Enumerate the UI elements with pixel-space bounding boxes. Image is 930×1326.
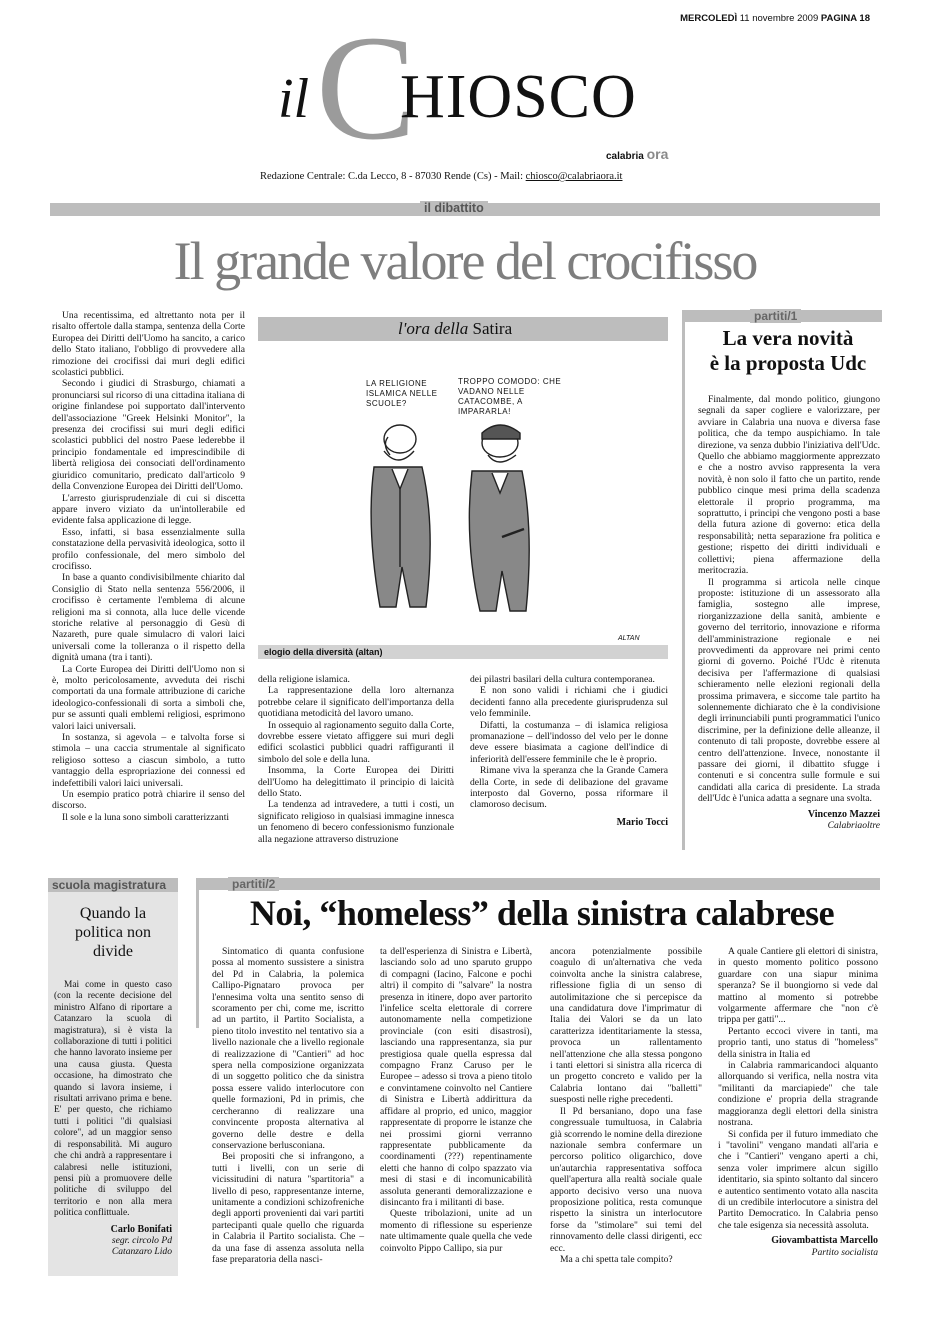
- paragraph: Bei propositi che si infrangono, a tutti i livelli, con un serie di vicissitudini di natura "spartitoria" a livello di peso, rappresentanze interne, unitamente a condizioni schizofreniche degli apporti provenienti dai vari partiti partecipanti quale quello che riguarda in Calabria il Partito socialista. Che – da una fase di assenza assoluta nella fase preparatoria della nasci-: [212, 1151, 364, 1265]
- paragraph: Pertanto eccoci vivere in tanti, ma proprio tanti, uno status di "homeless" della sinistra in Italia ed: [718, 1025, 878, 1060]
- paragraph: Mai come in questo caso (con la recente decisione del ministro Alfano di riportare a Catanzaro la scuola di magistratura), si è vista la collaborazione di tutti i politici che hanno lavorato insieme per una causa giusta. Questa occasione, ha dimostrato che quando si lavora insieme, i risultati arrivano prima e bene. E' per questo, che richiamo tutti i politici "di qualsiasi colore", ad un maggior senso di responsabilità. Mi auguro che chi andrà a rappresentare i calabresi nelle istituzioni, pensi più a promuovere delle politiche di sviluppo del territorio e non alla mera politica conflittuale.: [54, 980, 172, 1219]
- paragraph: In sostanza, si agevola – e talvolta forse si stimola – una caccia strumentale al significato religioso sotteso a ciascun simbolo, a tutto vantaggio della espropriazione dei connessi ed indefettibili valori laici universali.: [52, 732, 245, 789]
- satira-title: [398, 319, 512, 339]
- date-day: MERCOLEDÌ: [680, 13, 738, 24]
- paragraph: La rappresentazione della loro alternanza potrebbe celare il significato dell'importanza della quotidiana metodicità del lavoro umano.: [258, 685, 454, 720]
- partiti1-headline-line-2: è la proposta Udc: [709, 351, 867, 375]
- paragraph: della religione islamica.: [258, 674, 350, 685]
- page-number: PAGINA 18: [820, 13, 870, 24]
- scuola-kicker: scuola magistratura: [52, 878, 167, 892]
- bubble-right: TROPPO COMODO: CHE VADANO NELLE CATACOMBE, A IMPARARLA!: [458, 377, 562, 416]
- paragraph: Sintomatico di quanta confusione possa al momento sussistere a sinistra del Pd in Calabria, la polemica Callipo-Pignataro provoca per l'ennesima volta una sentito senso di scoramento per chi, come me, iscritto ad un partito, il Partito Socialista, a pieno titolo investito nel tentativo sia a livello nazionale che a livello regionale di realizzazione di "Cantieri" ad hoc spera nella composizione organizzata di un soggetto politico che da sinistra possa essere valido interlocutore con quelle formazioni, Pd in primis, che cercheranno di realizzare una convincente proposta alternativa al governo delle destre e della conservazione berlusconiana.: [212, 946, 364, 1151]
- paragraph: Una recentissima, ed altrettanto nota per il risalto offertole dalla stampa, sentenza della Corte Europea dei Diritti dell'Uomo ha sancito, a carico dello Stato italiano, l'obbligo di provvedere alla rimozione dei crocifissi dai muri degli edifici scolastici pubblici.: [52, 310, 245, 379]
- paragraph: Finalmente, dal mondo politico, giungono segnali da saper cogliere e valorizzare, per avviare in Calabria una nuova e diversa fase politica, che da tempo auspichiamo. In tale direzione, va senza dubbio l'iniziativa dell'Udc. Quello che abbiamo maggiormente apprezzato e che a nostro avviso rappresenta la vera novità, è non solo il fatto che un partito, rende pubblico cinque mesi prima della scadenza elettorale il proprio programma, ma soprattutto, i principi che vengono posti a base della futura azione di governo: etica della responsabilità; netta separazione fra politica e gestione; rispetto dei diritti individuali e collettivi; piena affermazione della meritocrazia.: [698, 394, 880, 577]
- region-ora: ora: [646, 146, 669, 162]
- logo-c: C: [316, 5, 417, 171]
- partiti2-col-4: [718, 946, 878, 1258]
- paragraph: Il sole e la luna sono simboli caratterizzanti: [62, 811, 230, 823]
- paragraph: A quale Cantiere gli elettori di sinistra, in questo momento politico possono guardare con una siapur minima speranza? Se il buongiorno si vede dal mattino al momento si potrebbe volgarmente affermare che "non c'è trippa per gatti"...: [718, 946, 878, 1026]
- paragraph: ancora potenzialmente possibile coagulo di un'alternativa che veda coinvolta anche la sinistra calabrese, riflessione figlia di un senso di autolimitazione che si percepisce da una candidatura dove l'imprimatur di Italia dei Valori se da un lato caratterizza identitariamente la stessa, provoca un rallentamento nell'attenzione che alla stessa pongono i tanti elettori si sinistra alla ricerca di un progetto concreto e valido per la Calabria lontano dai "balletti" suesposti nelle righe precedenti.: [550, 946, 702, 1106]
- partiti2-role: Partito socialista: [811, 1246, 878, 1258]
- paragraph: Queste tribolazioni, unite ad un momento di riflessione su esperienze nate ultimamente quale quella che vede coinvolto Pippo Callipo, sia pur: [380, 1208, 532, 1254]
- paragraph: Ma a chi spetta tale compito?: [560, 1253, 673, 1265]
- email-link[interactable]: chiosco@calabriaora.it: [525, 171, 623, 182]
- main-col-2: [258, 674, 454, 845]
- partiti2-kicker-bar: [196, 878, 880, 890]
- main-col-1: [52, 310, 245, 823]
- partiti2-col-3: [550, 946, 702, 1265]
- scuola-role-2: Catanzaro Lido: [111, 1246, 172, 1258]
- partiti1-author: Vincenzo Mazzei: [807, 808, 880, 820]
- bubble-left: LA RELIGIONE ISLAMICA NELLE SCUOLE?: [366, 379, 438, 408]
- partiti1-body: [698, 394, 880, 831]
- paragraph: Il programma si articola nelle cinque proposte: istituzione di un assessorato alla famiglia, sostegno alle imprese, riorganizzazione della sanità, ambiente e governo del territorio, innovazione e riforma dell'amministrazione regionale e nei provvedimenti da approvare nei primi cento giorni di governo. Poiché l'Udc è ritenuta decisiva per l'affermazione di qualsiasi schieramento nelle elezioni regionali della prossima primavera, e siccome tale partito ha solennemente dichiarato che è la condivisione degli irrinunciabili punti programmatici l'unico discrimine, per la definizione delle alleanze, il contenuto di tali proposte, dovrebbe essere al centro dell'attenzione. Invece, nonostante il passare dei giorni, il dibattito sfugge i contenuti e si concentra sulle formule e sui candidati alla carica di presidente. La strada dell'Udc è l'unica adatta a segnare una svolta.: [698, 576, 880, 805]
- paragraph: Il Pd bersaniano, dopo una fase congressuale tumultuosa, in Calabria già scorrendo le nomine della direzione nazionale sembra confermare un percorso politico oligarchico, dove un'autarchia rappresentativa soffoca quell'apertura alla realtà sociale quale apporto decisivo verso una nuova proposizione politica, resta comunque rispetto la sinistra un interlocutore forse da "stimolare" sui temi del rinnovamento delle classi dirigenti, ecc ecc.: [550, 1105, 702, 1254]
- paragraph: Secondo i giudici di Strasburgo, chiamati a pronunciarsi sul ricorso di una cittadina italiana di origine finlandese poi supportato dall'intervento dell'associazione "Greek Helsinki Monitor", la presenza dei crocifissi sui muri degli edifici scolastici pubblici del nostro Paese lederebbe il principio fondamentale ed imprescindibile di libertà religiosa dei consociati dell'ordinamento giuridico comunitario, predicato dall'articolo 9 della Convenzione Europea dei Diritti dell'Uomo.: [52, 378, 245, 493]
- satira-title-b: della: [434, 319, 469, 338]
- region-name: calabria: [606, 151, 644, 162]
- partiti1-role: Calabriaoltre: [827, 820, 880, 832]
- paragraph: E non sono validi i richiami che i giudici decidenti fanno alla precedente giurisprudenza sul velo femminile.: [470, 685, 668, 720]
- partiti1-kicker: partiti/1: [750, 309, 801, 323]
- address-text: Redazione Centrale: C.da Lecco, 8 - 87030 Rende (Cs) - Mail:: [260, 171, 526, 182]
- partiti2-author: Giovambattista Marcello: [771, 1235, 878, 1247]
- paragraph: In base a quanto condivisibilmente chiarito dal Consiglio di Stato nella sentenza 556/2006, il crocifisso è certamente l'emblema di alcune religioni ma si connota, alla luce delle vicende storiche relative al personaggio di Gesù di Nazareth, pure quale simulacro di valori laici universali come la tolleranza o il rispetto della dignità umana (tra i tanti).: [52, 572, 245, 664]
- section-label: il dibattito: [420, 201, 488, 215]
- cartoon-signature: ALTAN: [618, 635, 640, 642]
- scuola-body: [54, 980, 172, 1258]
- paragraph: in Calabria rammaricandoci alquanto allorquando si verifica, nella nostra vita "militanti da marciapiede" che tale condizione e' propria della stragrande maggioranza degli elettori della sinistra nostrana.: [718, 1060, 878, 1129]
- logo-rest: HIOSCO: [400, 63, 637, 131]
- satira-title-c: Satira: [472, 319, 513, 338]
- paragraph: Si confida per il futuro immediato che i "tavolini" vengano mandati all'aria e che i "Cantieri" vengano aperti a chi, senza voler imprimere alcun sigillo identitario, sia spinto soltanto dal sincero e autentico sentimento votato alla nascita di un credibile interlocutore a sinistra del Partito Democratico. In Calabria penso che tale esigenza sia necessità assoluta.: [718, 1128, 878, 1231]
- partiti2-headline: Noi, “homeless” della sinistra calabrese: [249, 893, 835, 933]
- paragraph: Esso, infatti, si basa essenzialmente sulla constatazione della pervasività ideologica, sotto il profilo confessionale, del mero simbolo del crocifisso.: [52, 526, 245, 572]
- partiti1-headline: [694, 326, 882, 376]
- main-headline: Il grande valore del crocifisso: [173, 231, 757, 291]
- paragraph: Insomma, la Corte Europea dei Diritti dell'Uomo ha delegittimato il principio di laicità dello Stato.: [258, 765, 454, 800]
- page-date: [540, 13, 870, 24]
- partiti2-rule: [196, 878, 199, 1028]
- paragraph: dei pilastri basilari della cultura contemporanea.: [470, 674, 655, 685]
- satira-caption: elogio della diversità (altan): [264, 647, 383, 657]
- partiti1-headline-line-1: La vera novità: [722, 326, 854, 350]
- paragraph: L'arresto giurisprudenziale di cui si discetta appare invero viziato da un'intollerabile ed evidente falsa applicazione di legge.: [52, 492, 245, 527]
- paragraph: ta dell'esperienza di Sinistra e Libertà, lasciando solo ad uno sparuto gruppo di compagni (Iacino, Falcone e pochi altri) il compito di "salvare" la nostra presenza in itinere, dopo aver partorito l'infelice scelta elettorale di correre autonomamente nella competizione provinciale (con esiti disastrosi), lasciando una rappresentanza, sia pur prestigiosa quale quella espressa dal compagno Franz Caruso per le Europee – adesso si trova a pieno titolo e convintamene coinvolto nel Cantiere di Sinistra e Libertà addirittura da affidare al proprio, ed unico, maggior rappresentate di proporre le istanze che nei prossimi giorni verranno rappresentate pubblicamente da coordinamenti (???) repentinamente eletti che hanno di colpo spazzato via mesi di stasi e di incomunicabilità assoluta generanti demoralizzazione e disincanto fra i militanti di base.: [380, 946, 532, 1208]
- partiti2-col-1: [212, 946, 364, 1265]
- scuola-author: Carlo Bonifati: [110, 1223, 172, 1235]
- paragraph: La tendenza ad intravedere, a tutti i costi, un significato religioso in qualsiasi immagine innesca un fenomeno di becero confessionismo funzionale alla negazione attraverso distruzione: [258, 799, 454, 845]
- paragraph: La Corte Europea dei Diritti dell'Uomo non si è, molto pericolosamente, avveduta dei rischi comportati da una formale attribuzione di cariche ideologico-confessionali di sorta a simboli che, pur se assunti quali emblemi religiosi, esprimono valori laici universali.: [52, 663, 245, 732]
- partiti2-kicker: partiti/2: [228, 877, 279, 891]
- satira-box: [258, 317, 668, 662]
- main-col-3: [470, 674, 668, 828]
- paragraph: Un esempio pratico potrà chiarire il senso del discorso.: [52, 789, 245, 812]
- paragraph: Rimane viva la speranza che la Grande Camera della Corte, in sede di delibazione del gravame interposto dal Governo, possa riformare il clamoroso decisum.: [470, 765, 668, 811]
- scuola-headline: Quando la politica non divide: [75, 905, 151, 960]
- partiti2-col-2: [380, 946, 532, 1254]
- region-brand: [606, 146, 668, 162]
- paragraph: In ossequio al ragionamento seguito dalla Corte, dovrebbe essere vietato affiggere sui muri degli edifici scolastici pubblici quadri raffiguranti il simbolo del sole e della luna.: [258, 719, 454, 765]
- logo-il: il: [278, 68, 310, 130]
- satira-title-a: l'ora: [398, 319, 430, 338]
- paragraph: Difatti, la costumanza – di islamica religiosa promanazione – dell'indosso del velo per le donne deve essere biasimata a cagione dell'indice di inferiorità dell'essere femminile che le è proprio.: [470, 719, 668, 765]
- partiti1-rule: [682, 310, 685, 850]
- main-author: Mario Tocci: [616, 816, 668, 828]
- editorial-address: [260, 171, 730, 182]
- scuola-role-1: segr. circolo Pd: [111, 1234, 172, 1246]
- date-rest: 11 novembre 2009: [739, 13, 819, 24]
